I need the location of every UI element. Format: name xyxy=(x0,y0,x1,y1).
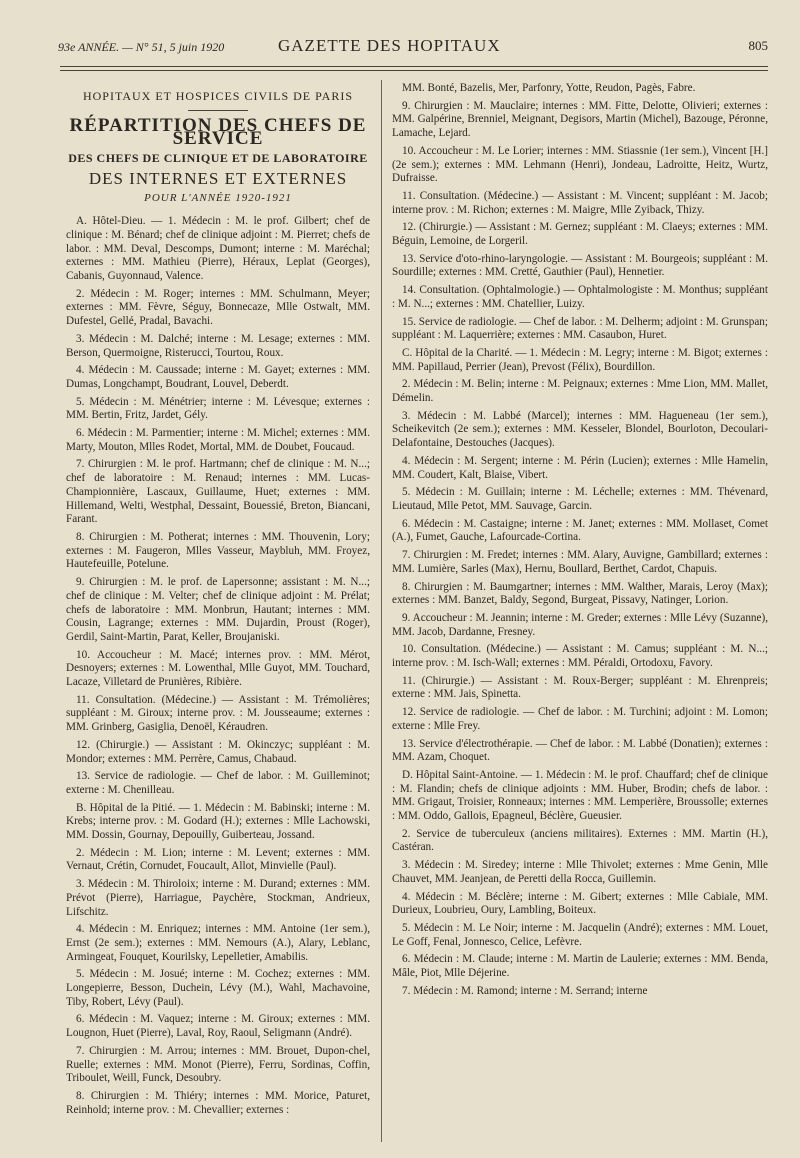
text-paragraph: 9. Chirurgien : M. le prof. de Lapersonne; assistant : M. N...; chef de clinique : M. Velter; chef de clinique adjoint : M. Prélat; chefs de laboratoire : MM. Monbrun, Hautant; internes : MM. Cousin, Lagrange; externes : MM. Dujardin, Proust (Roger), Gerdil, Saint-Martin, Parat, Keller, Broujaniski. xyxy=(66,576,370,643)
text-paragraph: 4. Médecin : M. Caussade; interne : M. Gayet; externes : MM. Dumas, Longchampt, Boudrant, Louvel, Deberdt. xyxy=(66,364,370,390)
text-paragraph: 6. Médecin : M. Parmentier; interne : M. Michel; externes : MM. Marty, Mouton, Mlles Rodet, Mortal, MM. de Doubet, Foucaud. xyxy=(66,427,370,453)
text-paragraph: C. Hôpital de la Charité. — 1. Médecin : M. Legry; interne : M. Bigot; externes : MM. Papillaud, Perrier (Jean), Prevost (Félix), Bourdillon. xyxy=(392,346,768,373)
text-paragraph: 3. Médecin : M. Siredey; interne : Mlle Thivolet; externes : Mme Genin, Mlle Chauvet, MM. Jeanjean, de Peretti della Rocca, Guillemin. xyxy=(392,859,768,885)
text-paragraph: 8. Chirurgien : M. Potherat; internes : MM. Thouvenin, Lory; externes : M. Faugeron, Mlles Vasseur, Maybluh, MM. Froyez, Hautefeuille, Potelune. xyxy=(66,530,370,571)
right-column xyxy=(392,82,768,1002)
header-rule-double xyxy=(60,70,768,71)
text-paragraph: 2. Médecin : M. Roger; internes : MM. Schulmann, Meyer; externes : MM. Fèvre, Séguy, Bonnecaze, Mlle Ostwalt, MM. Dufestel, Gellé, Pradal, Bavachi. xyxy=(66,287,370,328)
text-paragraph: 3. Médecin : M. Labbé (Marcel); internes : MM. Hagueneau (1er sem.), Scheikevitch (2e sem.); externes : MM. Kesseler, Blondel, Bourloton, Decoulari-Delafontaine, Destouches (Jacques). xyxy=(392,409,768,450)
text-paragraph: 6. Médecin : M. Castaigne; interne : M. Janet; externes : MM. Mollaset, Comet (A.), Fumet, Gauche, Lafourcade-Cortina. xyxy=(392,517,768,544)
text-paragraph: 5. Médecin : M. Guillain; interne : M. Léchelle; externes : MM. Thévenard, Lieutaud, Mlle Petot, MM. Sauvage, Garcin. xyxy=(392,486,768,512)
title-line-5: POUR L'ANNÉE 1920-1921 xyxy=(144,191,292,204)
text-paragraph: 12. Service de radiologie. — Chef de labor. : M. Turchini; adjoint : M. Lomon; externe : Mlle Frey. xyxy=(392,706,768,732)
issue-info: 93e ANNÉE. — N° 51, 5 juin 1920 xyxy=(58,40,225,54)
text-paragraph: 13. Service de radiologie. — Chef de labor. : M. Guilleminot; externe : M. Chenilleau. xyxy=(66,770,370,796)
column-divider xyxy=(381,80,382,1142)
text-paragraph: 12. (Chirurgie.) — Assistant : M. Okinczyc; suppléant : M. Mondor; externes : MM. Perrère, Camus, Chabaud. xyxy=(66,738,370,765)
text-paragraph: 11. Consultation. (Médecine.) — Assistant : M. Vincent; suppléant : M. Jacob; interne prov. : M. Richon; externes : M. Maigre, Mlle Zyiback, Thizy. xyxy=(392,189,768,216)
title-line-3: DES CHEFS DE CLINIQUE ET DE LABORATOIRE xyxy=(68,151,368,166)
text-paragraph: 10. Accoucheur : M. Macé; internes prov. : MM. Mérot, Desnoyers; externes : M. Lowenthal, Mlle Guyot, MM. Touchard, Lacaze, Villetard de Prunières, Ribière. xyxy=(66,648,370,689)
text-paragraph: 5. Médecin : M. Ménétrier; interne : M. Lévesque; externes : MM. Bertin, Fritz, Jardet, Gély. xyxy=(66,395,370,422)
text-paragraph: B. Hôpital de la Pitié. — 1. Médecin : M. Babinski; interne : M. Krebs; interne prov. : M. Godard (H.); externes : Mlle Lachowski, MM. Dossin, Gournay, Depouilly, Guiberteau, Jossand. xyxy=(66,801,370,842)
text-paragraph: 10. Consultation. (Médecine.) — Assistant : M. Camus; suppléant : M. N...; interne prov. : M. Isch-Wall; externes : MM. Péraldi, Ortodoxu, Favory. xyxy=(392,643,768,670)
article-title-block xyxy=(66,90,370,205)
text-paragraph: 13. Service d'oto-rhino-laryngologie. — Assistant : M. Bourgeois; suppléant : M. Sourdille; externes : MM. Cretté, Gauthier (Paul), Hennetier. xyxy=(392,252,768,279)
text-paragraph: 13. Service d'électrothérapie. — Chef de labor. : M. Labbé (Donatien); externes : MM. Azam, Choquet. xyxy=(392,737,768,764)
text-paragraph: 15. Service de radiologie. — Chef de labor. : M. Delherm; adjoint : M. Grunspan; suppléant : M. Laquerrière; externes : MM. Casaubon, Huret. xyxy=(392,315,768,342)
text-paragraph: 7. Médecin : M. Ramond; interne : M. Serrand; interne xyxy=(402,984,648,997)
left-text-body xyxy=(66,215,370,1117)
text-paragraph: 7. Chirurgien : M. le prof. Hartmann; chef de clinique : M. N...; chef de laboratoire : M. Renaud; internes : MM. Lucas-Championnière, Lascaux, Guillaume, Huet; externes : MM. Hillemand, Welti, Westphal, Dessaint, Bouessié, Breton, Biancani, Farant. xyxy=(66,458,370,526)
text-paragraph: 6. Médecin : M. Claude; interne : M. Martin de Laulerie; externes : MM. Benda, Mâle, Piot, Mlle Déjerine. xyxy=(392,953,768,980)
text-paragraph: 7. Chirurgien : M. Arrou; internes : MM. Brouet, Dupon-chel, Ruelle; externes : MM. Monot (Pierre), Ferru, Sordinas, Coffin, Triboulet, Weill, Funck, Desoubry. xyxy=(66,1044,370,1085)
header-rule xyxy=(60,66,768,67)
text-paragraph: 4. Médecin : M. Enriquez; internes : MM. Antoine (1er sem.), Ernst (2e sem.); externes : MM. Nemours (A.), Alary, Leblanc, Armingeat, Fouquet, Kourilsky, Lepelletier, Amabilis. xyxy=(66,923,370,963)
text-paragraph: 5. Médecin : M. Le Noir; interne : M. Jacquelin (André); externes : MM. Louet, Le Goff, Fenal, Jonnesco, Celice, Lefèvre. xyxy=(392,921,768,948)
journal-title: GAZETTE DES HOPITAUX xyxy=(278,36,501,55)
text-paragraph: 4. Médecin : M. Béclère; interne : M. Gibert; externes : Mlle Cabiale, MM. Durieux, Loubrieu, Oury, Lambling, Boiteux. xyxy=(392,890,768,917)
text-paragraph: 7. Chirurgien : M. Fredet; internes : MM. Alary, Auvigne, Gambillard; externes : MM. Lumière, Sarles (Max), Hernu, Boullard, Berthet, Cardot, Chapuis. xyxy=(392,549,768,575)
text-paragraph: 5. Médecin : M. Josué; interne : M. Cochez; externes : MM. Longepierre, Besson, Duchein, Lévy (M.), Wahl, Machavoine, Tiby, Robert, Lévy (Paul). xyxy=(66,968,370,1008)
text-paragraph: 12. (Chirurgie.) — Assistant : M. Gernez; suppléant : M. Claeys; externes : MM. Béguin, Lemoine, de Lorgeril. xyxy=(392,221,768,248)
text-paragraph: 9. Accoucheur : M. Jeannin; interne : M. Greder; externes : Mlle Lévy (Suzanne), MM. Jacob, Dardanne, Fresney. xyxy=(392,611,768,638)
text-paragraph: 10. Accoucheur : M. Le Lorier; internes : MM. Stiassnie (1er sem.), Vincent [H.] (2e sem.); externes : MM. Lehmann (Henri), Jondeau, Ladroitte, Heitz, Wurtz, Dufraisse. xyxy=(392,144,768,185)
text-paragraph: 11. Consultation. (Médecine.) — Assistant : M. Trémolières; suppléant : M. Giroux; interne prov. : M. Jousseaume; externes : MM. Grinberg, Gasiglia, Denoël, Kéraudren. xyxy=(66,693,370,734)
text-paragraph: 11. (Chirurgie.) — Assistant : M. Roux-Berger; suppléant : M. Ehrenpreis; externe : MM. Jais, Spinetta. xyxy=(392,674,768,701)
text-paragraph: 2. Médecin : M. Belin; interne : M. Peignaux; externes : Mme Lion, MM. Mallet, Démelin. xyxy=(392,378,768,405)
text-paragraph: D. Hôpital Saint-Antoine. — 1. Médecin : M. le prof. Chauffard; chef de clinique : M. Flandin; chefs de clinique adjoints : MM. Huber, Brodin; chefs de labor. : MM. Grigaut, Troisier, Ronneaux; internes : MM. Lemperière, Broussolle; externes : MM. Oddo, Gallois, Epagneul, Béclère, Gueusier. xyxy=(392,768,768,823)
text-paragraph: 2. Médecin : M. Lion; interne : M. Levent; externes : MM. Vernaut, Crétin, Cornudet, Foucault, Allot, Minvielle (Paul). xyxy=(66,846,370,873)
left-column xyxy=(66,82,370,1121)
text-paragraph: 3. Médecin : M. Dalché; interne : M. Lesage; externes : MM. Berson, Quermoigne, Risterucci, Tourtou, Roux. xyxy=(66,332,370,359)
title-line-1: HOPITAUX ET HOSPICES CIVILS DE PARIS xyxy=(82,89,354,103)
text-paragraph: 9. Chirurgien : M. Mauclaire; internes : MM. Fitte, Delotte, Olivieri; externes : MM. Galpérine, Brenniel, Meignant, Degisors, Martin (Michel), Bazouge, Péronne, Lamache, Lejard. xyxy=(392,99,768,140)
text-paragraph: 4. Médecin : M. Sergent; interne : M. Périn (Lucien); externes : Mlle Hamelin, MM. Coudert, Kalt, Blaise, Vibert. xyxy=(392,454,768,481)
page-header xyxy=(58,36,768,62)
text-paragraph: 3. Médecin : M. Thiroloix; interne : M. Durand; externes : MM. Prévot (Pierre), Harriague, Paychère, Stockman, Andrieux, Lifschitz. xyxy=(66,878,370,918)
text-paragraph: A. Hôtel-Dieu. — 1. Médecin : M. le prof. Gilbert; chef de clinique : M. Bénard; chef de clinique adjoint : M. Pierret; chefs de labor. : MM. Deval, Descomps, Dumont; interne : M. Maréchal; externes : MM. Mathieu (Pierre), Héraux, Leplat (Georges), Cabanis, Guyonnaud, Valence. xyxy=(66,215,370,283)
text-paragraph: 14. Consultation. (Ophtalmologie.) — Ophtalmologiste : M. Monthus; suppléant : M. N...; externes : MM. Chatellier, Luizy. xyxy=(392,284,768,310)
title-line-4: DES INTERNES ET EXTERNES xyxy=(88,168,348,188)
page-number: 805 xyxy=(748,38,768,53)
text-paragraph: 2. Service de tuberculeux (anciens militaires). Externes : MM. Martin (H.), Castéran. xyxy=(392,827,768,854)
text-paragraph: MM. Bonté, Bazelis, Mer, Parfonry, Yotte, Reudon, Pagès, Fabre. xyxy=(402,82,696,94)
text-paragraph: 8. Chirurgien : M. Thiéry; internes : MM. Morice, Paturet, Reinhold; interne prov. : M. Chevallier; externes : xyxy=(66,1090,370,1116)
title-line-2: RÉPARTITION DES CHEFS DE SERVICE xyxy=(69,114,367,150)
text-paragraph: 8. Chirurgien : M. Baumgartner; internes : MM. Walther, Marais, Leroy (Max); externes : MM. Banzet, Baldy, Segond, Burgeat, Pissavy, Natinger, Lorion. xyxy=(392,580,768,607)
title-rule xyxy=(188,110,248,111)
right-text-body xyxy=(392,82,768,998)
text-paragraph: 6. Médecin : M. Vaquez; interne : M. Giroux; externes : MM. Lougnon, Huet (Pierre), Laval, Roy, Raoul, Seligmann (André). xyxy=(66,1013,370,1040)
